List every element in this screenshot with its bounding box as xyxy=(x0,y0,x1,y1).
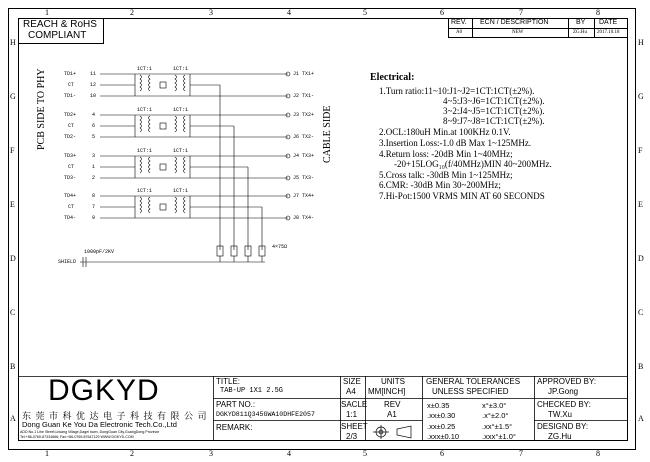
rev-value: A1 xyxy=(387,410,397,419)
tolerance-linear: .xx±0.30 xyxy=(427,411,456,420)
pin-label: CT xyxy=(68,204,75,210)
pin-number: 3 xyxy=(92,153,96,159)
size-label: SIZE xyxy=(343,377,361,386)
pin-label: TD4+ xyxy=(64,193,77,199)
zone-col-3: 3 xyxy=(209,8,213,17)
compliance-line-2: COMPLIANT xyxy=(28,30,87,41)
pin-number: 11 xyxy=(90,71,97,77)
zone-col-1-bottom: 1 xyxy=(45,449,49,458)
ecn-header: ECN / DESCRIPTION xyxy=(480,19,549,26)
transformer-ratio-1a: 1CT:1 xyxy=(137,66,153,72)
revision-block xyxy=(448,18,628,38)
part-no-value: DGKYD811Q345GWA10DHFE2057 xyxy=(216,411,315,418)
approved-by-value: JP.Gong xyxy=(548,387,579,396)
zone-row-C-right: C xyxy=(638,308,644,317)
pin-label: TD3- xyxy=(64,175,77,181)
pin-label: TD2- xyxy=(64,134,77,140)
transformer-ratio-2b: 1CT:1 xyxy=(173,107,189,113)
zone-col-2: 2 xyxy=(130,8,134,17)
capacitor-label: 1000pF/2KV xyxy=(84,249,115,255)
spec-line: 8~9:J7~J8=1CT:1CT(±2%). xyxy=(443,116,545,126)
pin-number: 2 xyxy=(92,175,96,181)
size-value: A4 xyxy=(346,387,356,396)
pin-number: 4 xyxy=(92,112,96,118)
scale-label: SACLE xyxy=(341,400,368,409)
jack-pin-label: J1 TX1+ xyxy=(293,71,315,77)
pin-number: 5 xyxy=(92,134,96,140)
spec-line: 4~5:J3~J6=1CT:1CT(±2%). xyxy=(443,96,545,106)
spec-line: 4.Return loss: -20dB Min 1~40MHz; xyxy=(379,149,513,159)
jack-pin-label: J3 TX2+ xyxy=(293,112,315,118)
compliance-line-1: REACH & RoHS xyxy=(23,19,97,30)
zone-col-5-bottom: 5 xyxy=(363,449,367,458)
tolerance-angular: .xx°±1.5° xyxy=(482,422,513,431)
date-header: DATE xyxy=(599,19,618,26)
transformer-ratio-1b: 1CT:1 xyxy=(173,66,189,72)
zone-col-7-bottom: 7 xyxy=(519,449,523,458)
rev-label: REV xyxy=(384,400,401,409)
spec-line: 7.Hi-Pot:1500 VRMS MIN AT 60 SECONDS xyxy=(379,191,545,201)
tolerance-angular: x°±3.0° xyxy=(482,401,507,410)
spec-line: 2.OCL:180uH Min.at 100KHz 0.1V. xyxy=(379,127,511,137)
pin-label: TD3+ xyxy=(64,153,77,159)
zone-row-E: E xyxy=(10,200,15,209)
jack-pin-label: J8 TX4- xyxy=(293,215,315,221)
company-name-en: Dong Guan Ke You Da Electronic Tech.Co.,Ltd xyxy=(22,420,177,429)
pin-label: TD2+ xyxy=(64,112,77,118)
resistor-label: 4×75Ω xyxy=(272,244,288,250)
remark-label: REMARK: xyxy=(216,423,253,432)
transformer-ratio-2a: 1CT:1 xyxy=(137,107,153,113)
designed-by-label: DESIGND BY: xyxy=(537,422,589,431)
spec-line: 3~2:J4~J5=1CT:1CT(±2%). xyxy=(443,106,545,116)
tolerance-linear: x±0.35 xyxy=(427,401,450,410)
pcb-side-label: PCB SIDE TO PHY xyxy=(36,68,47,150)
pin-number: 8 xyxy=(92,193,96,199)
company-name-cn: 东莞市科优达电子科技有限公司 xyxy=(22,411,212,421)
zone-col-7: 7 xyxy=(519,8,523,17)
spec-line: 5.Cross talk: -30dB Min 1~125MHz; xyxy=(379,170,513,180)
tolerance-title-1: GENERAL TOLERANCES xyxy=(426,377,521,386)
cable-side-label: CABLE SIDE xyxy=(322,105,333,163)
company-contact: Tel:+86-0769-87334666; Fax:+86-0769-87647129 WWW.DGKYD.COM xyxy=(20,435,134,439)
tolerance-title-2: UNLESS SPECIFIED xyxy=(432,387,509,396)
pin-number: 6 xyxy=(92,123,96,129)
checked-by-label: CHECKED BY: xyxy=(537,400,591,409)
pin-label: TD1+ xyxy=(64,71,77,77)
approved-by-label: APPROVED BY: xyxy=(537,377,597,386)
zone-col-2-bottom: 2 xyxy=(130,449,134,458)
by-header: BY xyxy=(576,19,586,26)
tolerance-angular: .x°±2.0° xyxy=(482,411,509,420)
transformer-ratio-3b: 1CT:1 xyxy=(173,148,189,154)
pin-number: 12 xyxy=(90,82,97,88)
units-value: MM[INCH] xyxy=(368,387,406,396)
company-logo: DGKYD xyxy=(48,374,160,407)
checked-by-value: TW.Xu xyxy=(548,410,573,419)
tolerance-linear: .xx±0.25 xyxy=(427,422,456,431)
zone-row-A: A xyxy=(10,414,16,423)
tolerance-angular: .xxx°±1.0° xyxy=(482,432,516,441)
pin-label: TD4- xyxy=(64,215,77,221)
electrical-title: Electrical: xyxy=(370,72,415,83)
pin-label: CT xyxy=(68,82,75,88)
zone-row-G-right: G xyxy=(638,92,644,101)
tolerance-linear: .xxx±0.10 xyxy=(427,432,460,441)
zone-row-F: F xyxy=(10,146,15,155)
zone-col-8: 8 xyxy=(596,8,600,17)
title-block xyxy=(18,376,628,441)
title-value: TAB-UP 1X1 2.5G xyxy=(220,387,284,395)
pin-label: CT xyxy=(68,164,75,170)
by-value: ZG.Hu xyxy=(573,30,588,35)
zone-col-6: 6 xyxy=(440,8,444,17)
pin-number: 7 xyxy=(92,204,96,210)
zone-col-3-bottom: 3 xyxy=(209,449,213,458)
zone-row-E-right: E xyxy=(638,200,643,209)
zone-row-H: H xyxy=(10,38,16,47)
pin-number: 10 xyxy=(90,93,97,99)
schematic xyxy=(36,60,360,275)
zone-col-1: 1 xyxy=(45,8,49,17)
zone-col-5: 5 xyxy=(363,8,367,17)
scale-value: 1:1 xyxy=(346,410,358,419)
shield-label: SHIELD xyxy=(58,259,77,265)
compliance-box xyxy=(18,18,104,44)
pin-number: 1 xyxy=(92,164,96,170)
spec-line: -20+15LOG₁₀(f/40MHz)MIN 40~200MHz. xyxy=(394,159,552,169)
units-label: UNITS xyxy=(381,377,405,386)
zone-row-C: C xyxy=(10,308,16,317)
pin-label: TD1- xyxy=(64,93,77,99)
sheet-label: SHEET xyxy=(341,422,368,431)
zone-col-4-bottom: 4 xyxy=(287,449,291,458)
zone-col-6-bottom: 6 xyxy=(440,449,444,458)
transformer-ratio-3a: 1CT:1 xyxy=(137,148,153,154)
jack-pin-label: J4 TX3+ xyxy=(293,153,315,159)
zone-row-B-right: B xyxy=(638,362,644,371)
transformer-ratio-4b: 1CT:1 xyxy=(173,188,189,194)
designed-by-value: ZG.Hu xyxy=(548,432,572,441)
ecn-value: NEW xyxy=(512,30,524,35)
zone-row-D-right: D xyxy=(638,254,644,263)
jack-pin-label: J2 TX1- xyxy=(293,93,315,99)
zone-row-B: B xyxy=(10,362,16,371)
pin-label: CT xyxy=(68,123,75,129)
projection-symbol-icon xyxy=(371,424,416,440)
zone-row-G: G xyxy=(10,92,16,101)
spec-line: 1.Turn ratio:11~10:J1~J2=1CT:1CT(±2%). xyxy=(379,86,535,96)
spec-line: 6.CMR: -30dB Min 30~200MHz; xyxy=(379,180,501,190)
zone-col-4: 4 xyxy=(287,8,291,17)
rev-header: REV. xyxy=(451,19,467,26)
title-label: TITLE: xyxy=(216,377,241,386)
sheet-value: 2/3 xyxy=(346,432,358,441)
electrical-spec xyxy=(370,73,628,213)
jack-pin-label: J6 TX2- xyxy=(293,134,315,140)
zone-row-H-right: H xyxy=(638,38,644,47)
jack-pin-label: J7 TX4+ xyxy=(293,193,315,199)
rev-value: A0 xyxy=(456,30,463,35)
zone-row-D: D xyxy=(10,254,16,263)
transformer-ratio-4a: 1CT:1 xyxy=(137,188,153,194)
zone-row-F-right: F xyxy=(638,146,643,155)
jack-pin-label: J5 TX3- xyxy=(293,175,315,181)
zone-col-8-bottom: 8 xyxy=(596,449,600,458)
part-no-label: PART NO.: xyxy=(216,400,256,409)
spec-line: 3.Insertion Loss:-1.0 dB Max 1~125MHz. xyxy=(379,138,532,148)
zone-row-A-right: A xyxy=(638,414,644,423)
date-value: 2017.10.18 xyxy=(597,30,620,35)
company-address: ADD:No.1 Lihe Street,Liwang Village,Dagei town, DongGuan City,GuangDong Province xyxy=(20,430,160,434)
pin-number: 9 xyxy=(92,215,96,221)
